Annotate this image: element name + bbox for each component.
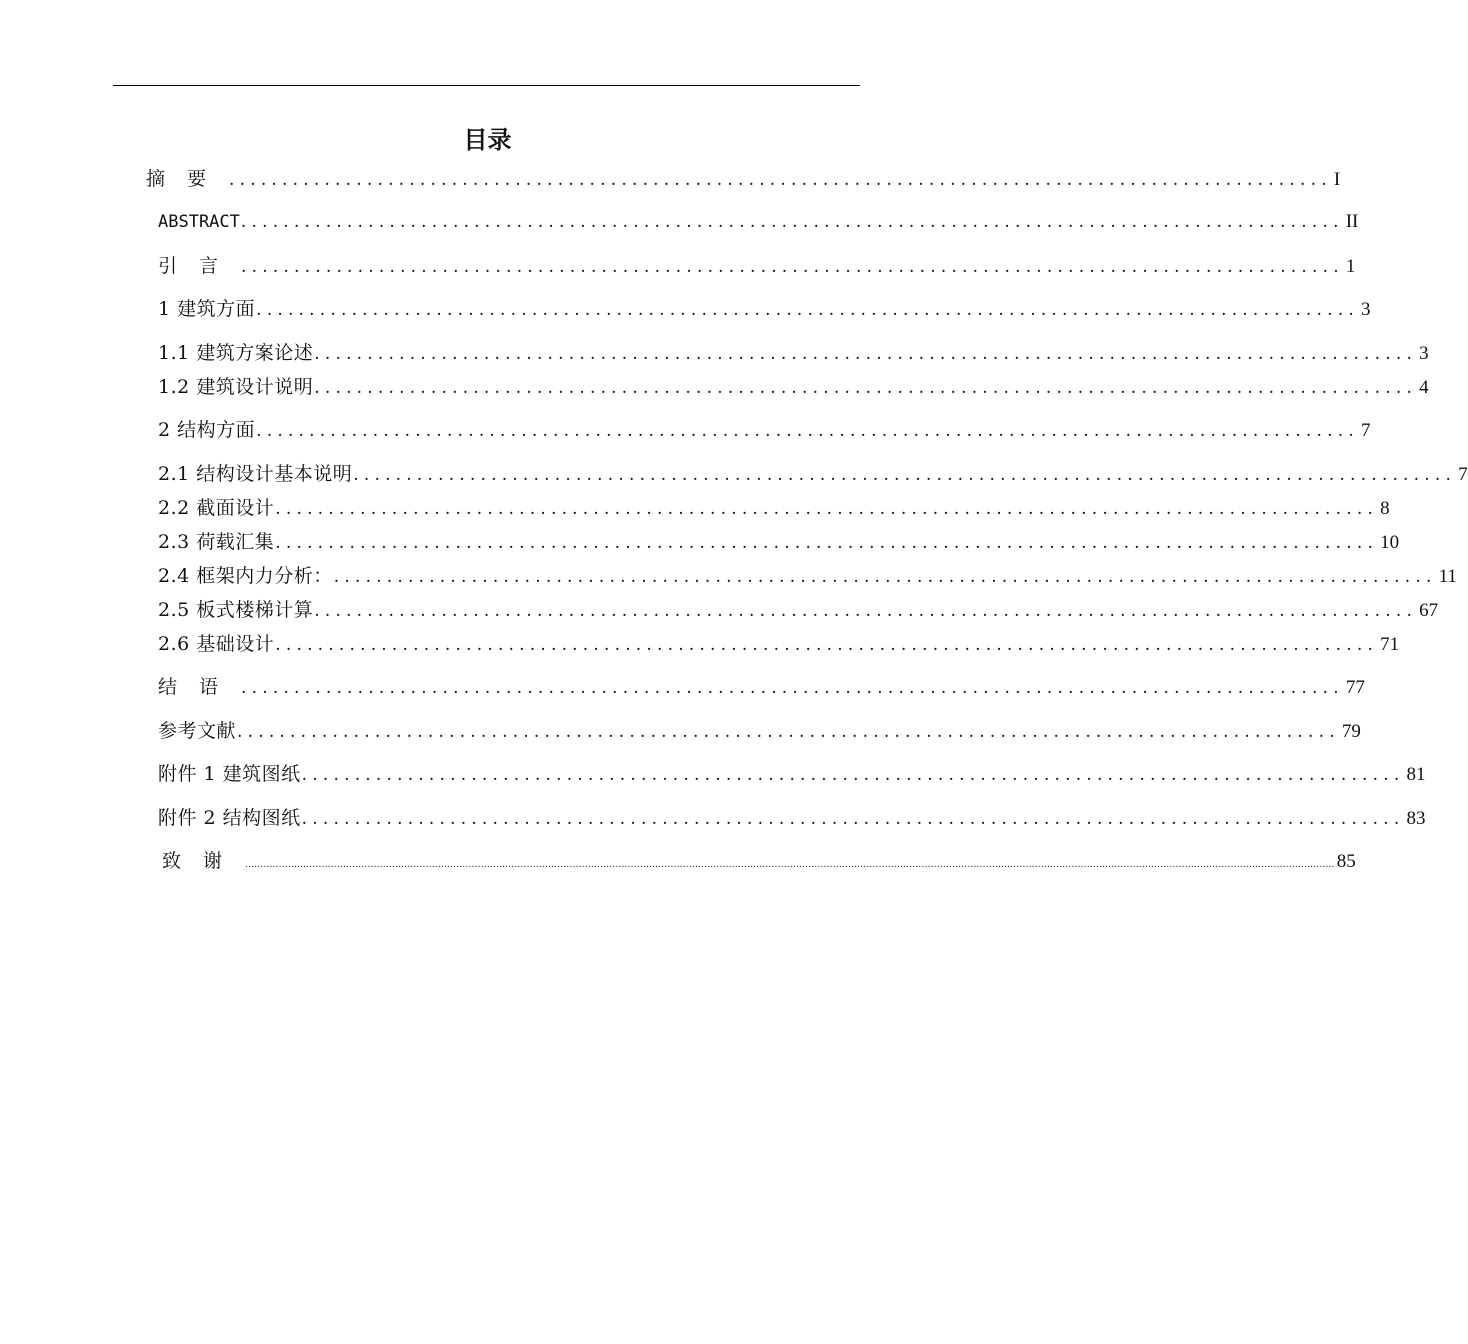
toc-entry-section-2-4[interactable] [158, 561, 1457, 591]
toc-leader-dots: ........................................................................................................ [241, 257, 1344, 277]
toc-entry-label: 1.2 建筑设计说明 [158, 376, 314, 398]
toc-entry-acknowledgements[interactable] [162, 846, 1356, 876]
toc-entry-label: 摘要 [146, 168, 229, 190]
toc-entry-label: ABSTRACT [158, 212, 240, 232]
toc-entry-page: 77 [1345, 677, 1365, 698]
toc-leader-dots: ........................................................................................................ [275, 499, 1379, 519]
toc-leader-dots: ........................................................................................................ [256, 300, 1359, 320]
toc-entry-page: II [1345, 211, 1359, 232]
toc-leader-dots: ........................................................................................................ [301, 765, 1405, 785]
toc-entry-page: 79 [1341, 721, 1361, 742]
toc-leader-dots: ........................................................................................................ [229, 170, 1332, 190]
toc-entry-label: 引言 [158, 255, 241, 277]
toc-entry-section-2-6[interactable] [158, 629, 1400, 659]
toc-entry-label: 2.6 基础设计 [158, 633, 275, 655]
toc-entry-page: 3 [1419, 343, 1429, 364]
toc-entry-page: 7 [1360, 420, 1371, 441]
toc-leader-dots: ........................................................................................................ [314, 601, 1418, 621]
toc-entry-page: 7 [1458, 464, 1468, 485]
toc-entry-label: 参考文献 [158, 720, 237, 742]
toc-entry-page: 4 [1419, 377, 1429, 398]
toc-entry-page: I [1333, 169, 1341, 190]
toc-leader-dots: .................................................................................................................................................................................................................................................................................................................................................................... [245, 860, 1335, 870]
toc-entry-page: 11 [1438, 566, 1457, 587]
toc-entry-label: 结语 [158, 676, 241, 698]
toc-entry-label: 2 结构方面 [158, 419, 256, 441]
toc-leader-dots: ........................................................................................................ [275, 635, 1379, 655]
toc-leader-dots: ........................................................................................................ [314, 378, 1418, 398]
toc-entry-page: 8 [1380, 498, 1390, 519]
toc-entry-label: 2.5 板式楼梯计算 [158, 599, 314, 621]
toc-entry-label: 2.2 截面设计 [158, 497, 275, 519]
toc-entry-section-2-5[interactable] [158, 595, 1439, 625]
toc-entry-page: 10 [1380, 532, 1400, 553]
toc-entry-page: 3 [1360, 299, 1371, 320]
toc-entry-label: 1.1 建筑方案论述 [158, 342, 314, 364]
toc-leader-dots: ........................................................................................................ [314, 344, 1418, 364]
toc-leader-dots: ........................................................................................................ [240, 212, 1344, 232]
toc-entry-page: 1 [1345, 256, 1356, 277]
toc-entry-label: 2.4 框架内力分析： [158, 565, 333, 587]
toc-entry-references[interactable] [158, 716, 1361, 746]
toc-leader-dots: ........................................................................................................ [333, 567, 1437, 587]
toc-leader-dots: ........................................................................................................ [275, 533, 1379, 553]
toc-entry-label: 2.1 结构设计基本说明 [158, 463, 353, 485]
page-title: 目录 [463, 126, 512, 154]
toc-entry-page: 83 [1406, 808, 1426, 829]
toc-entry-label: 2.3 荷载汇集 [158, 531, 275, 553]
toc-entry-label: 附件 2 结构图纸 [158, 807, 301, 829]
toc-entry-section-2-1[interactable] [158, 459, 1468, 489]
toc-entry-section-1-2[interactable] [158, 372, 1429, 402]
toc-entry-label: 1 建筑方面 [158, 298, 256, 320]
toc-leader-dots: ........................................................................................................ [353, 465, 1457, 485]
toc-entry-appendix-2[interactable] [158, 803, 1426, 833]
toc-entry-chapter-2[interactable] [158, 415, 1371, 445]
toc-entry-section-2-2[interactable] [158, 493, 1390, 523]
toc-entry-page: 71 [1380, 634, 1400, 655]
toc-entry-page: 67 [1419, 600, 1439, 621]
toc-entry-chapter-1[interactable] [158, 294, 1371, 324]
toc-leader-dots: ........................................................................................................ [237, 722, 1340, 742]
toc-entry-abstract-en[interactable] [158, 207, 1359, 237]
toc-leader-dots: ........................................................................................................ [241, 678, 1344, 698]
toc-entry-abstract-cn[interactable] [146, 164, 1341, 194]
toc-entry-page: 85 [1336, 851, 1356, 872]
toc-entry-section-1-1[interactable] [158, 338, 1429, 368]
toc-leader-dots: ........................................................................................................ [256, 421, 1359, 441]
toc-entry-section-2-3[interactable] [158, 527, 1400, 557]
toc-entry-appendix-1[interactable] [158, 759, 1426, 789]
toc-entry-label: 附件 1 建筑图纸 [158, 763, 301, 785]
toc-entry-conclusion[interactable] [158, 672, 1365, 702]
toc-entry-label: 致谢 [162, 850, 245, 872]
toc-leader-dots: ........................................................................................................ [301, 809, 1405, 829]
toc-entry-introduction[interactable] [158, 251, 1356, 281]
toc-entry-page: 81 [1406, 764, 1426, 785]
